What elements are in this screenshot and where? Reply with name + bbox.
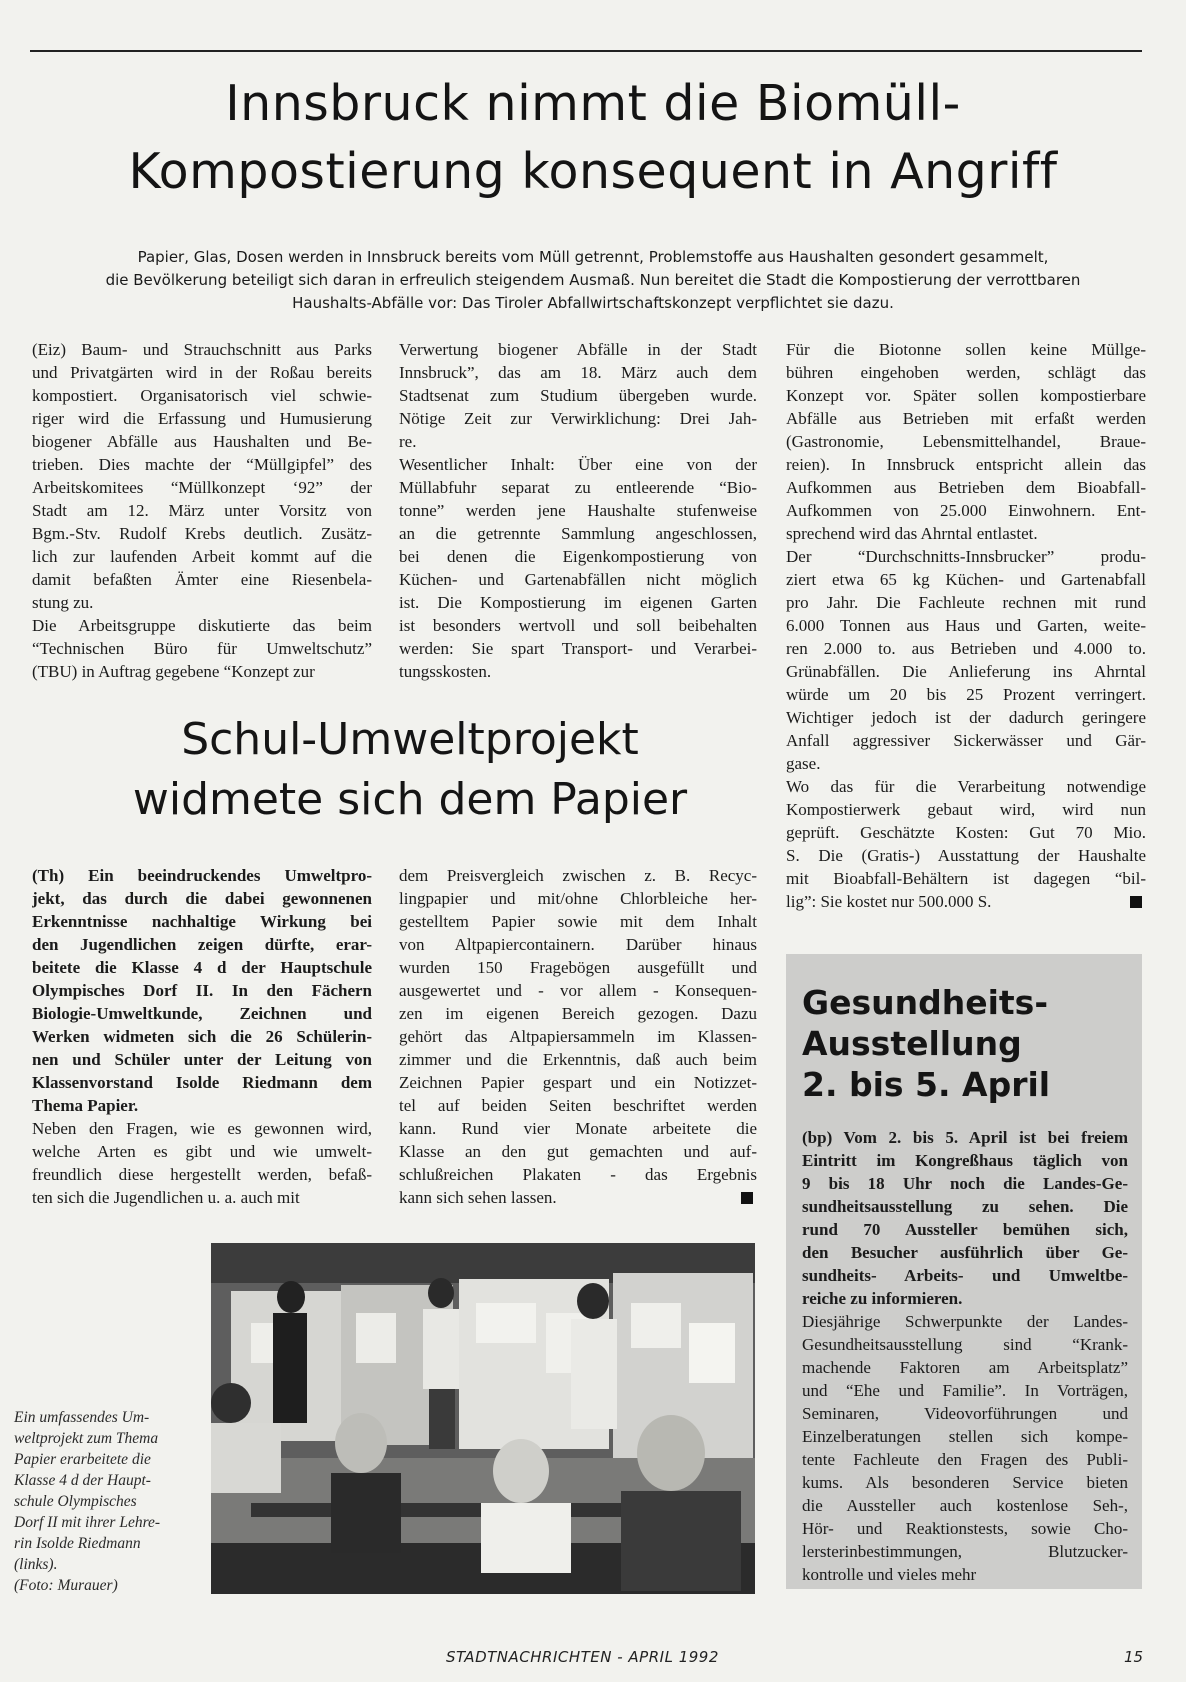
box-intro-bold [802, 1126, 1128, 1310]
lead-line: Haushalts-Abfälle vor: Das Tiroler Abfallwirtschaftskonzept verpflichtet sie dazu. [292, 294, 894, 312]
text-line: tungsskosten. [399, 662, 492, 681]
end-mark-square [741, 1192, 753, 1204]
headline-line: Innsbruck nimmt die Biomüll- [225, 75, 961, 132]
text-line: Die Arbeitsgruppe diskutierte das beim [32, 616, 372, 635]
text-line: reiche zu informieren. [802, 1289, 963, 1308]
subhead-line: Schul-Umweltprojekt [181, 714, 639, 765]
article2-intro-bold [32, 864, 372, 1117]
text-line: damit befaßten Ämter eine Riesenbela- [32, 570, 372, 589]
lead-paragraph [40, 246, 1146, 315]
text-line: (Gastronomie, Lebensmittelhandel, Braue- [786, 432, 1146, 451]
text-line: (Th) Ein beeindruckendes Umweltpro- [32, 866, 372, 885]
text-line: lersterinbestimmungen, Blutzucker- [802, 1542, 1128, 1561]
text-line: und “Ehe und Familie”. In Vorträgen, [802, 1381, 1128, 1400]
text-line: bühren eingehoben werden, schlägt das [786, 363, 1146, 382]
text-line: geprüft. Geschätzte Kosten: Gut 70 Mio. [786, 823, 1146, 842]
text-line: den Besucher ausführlich über Ge- [802, 1243, 1128, 1262]
text-line: den Jugendlichen zeigen dürfte, erar- [32, 935, 372, 954]
caption-line: schule Olympisches [14, 1493, 137, 1510]
lead-line: die Bevölkerung beteiligt sich daran in erfreulich steigendem Ausmaß. Nun bereitet die Stadt die Kompostierung der verrottbaren [105, 271, 1081, 289]
caption-line: (links). [14, 1556, 58, 1573]
text-line: Hör- und Reaktionstests, sowie Cho- [802, 1519, 1128, 1538]
text-line: ist besonders wertvoll und soll beibehalten [399, 616, 757, 635]
text-line: ten sich die Jugendlichen u. a. auch mit [32, 1188, 300, 1207]
text-line: freundlich diese hergestellt werden, befaß- [32, 1165, 372, 1184]
text-line: gase. [786, 754, 821, 773]
caption-line: Dorf II mit ihrer Lehre- [14, 1514, 161, 1531]
text-line: Verwertung biogener Abfälle in der Stadt [399, 340, 757, 359]
text-line: zimmer und die Erkenntnis, daß auch beim [399, 1050, 757, 1069]
box-body [802, 1126, 1128, 1586]
text-line: Für die Biotonne sollen keine Müllge- [786, 340, 1146, 359]
text-line: werden: Sie spart Transport- und Verarbei- [399, 639, 757, 658]
text-line: tente Fachleute den Fragen des Publi- [802, 1450, 1128, 1469]
text-line: Gesundheitsausstellung sind “Krank- [802, 1335, 1128, 1354]
text-line: Wo das für die Verarbeitung notwendige [786, 777, 1146, 796]
text-line: jekt, das durch die dabei gewonnenen [32, 889, 372, 908]
caption-line: Klasse 4 d der Haupt- [14, 1472, 151, 1489]
text-line: sundheitsausstellung zu sehen. Die [802, 1197, 1128, 1216]
text-line: beitete die Klasse 4 d der Hauptschule [32, 958, 372, 977]
caption-line: (Foto: Murauer) [14, 1577, 118, 1594]
text-line: welche Arten es gibt und wie umwelt- [32, 1142, 372, 1161]
text-line: Seminaren, Videovorführungen und [802, 1404, 1128, 1423]
text-line: gehört das Altpapiersammeln im Klassen- [399, 1027, 757, 1046]
lead-line: Papier, Glas, Dosen werden in Innsbruck bereits vom Müll getrennt, Problemstoffe aus Haushalten gesondert gesammelt, [137, 248, 1049, 266]
box-title-line: 2. bis 5. April [802, 1065, 1051, 1104]
text-line: ausgewertet und - vor allem - Konsequen- [399, 981, 757, 1000]
text-line: lich zur laufenden Arbeit kommt auf die [32, 547, 372, 566]
text-line: kums. Als besonderen Service bieten [802, 1473, 1128, 1492]
article2-column-2 [399, 864, 757, 1209]
text-line: bei denen die Eigenkompostierung von [399, 547, 757, 566]
text-line: sprechend wird das Ahrntal entlastet. [786, 524, 1038, 543]
text-line: Nötige Zeit zur Verwirklichung: Drei Jah- [399, 409, 757, 428]
text-line [399, 1186, 757, 1209]
text-line: 9 bis 18 Uhr noch die Landes-Ge- [802, 1174, 1128, 1193]
text-line: kompostiert. Organisatorisch viel schwie- [32, 386, 372, 405]
text-line: Erkenntnisse nachhaltige Wirkung bei [32, 912, 372, 931]
text-line: Aufkommen von 25.000 Einwohnern. Ent- [786, 501, 1146, 520]
text-line: Innsbruck”, das am 18. März auch dem [399, 363, 757, 382]
text-line: ren 2.000 to. aus Betrieben und 4.000 to. [786, 639, 1146, 658]
text-line [786, 890, 1146, 913]
text-line: Kompostierwerk gebaut wird, wird nun [786, 800, 1146, 819]
health-exhibition-box [786, 954, 1142, 1589]
box-title-line: Gesundheits- [802, 983, 1049, 1022]
text-line: die Aussteller auch kostenlose Seh-, [802, 1496, 1128, 1515]
text-line-content: lig”: Sie kostet nur 500.000 S. [786, 892, 992, 911]
text-line: 6.000 Tonnen aus Haus und Garten, weite- [786, 616, 1146, 635]
text-line: tel auf beiden Seiten beschriftet werden [399, 1096, 757, 1115]
article2-body [32, 1117, 372, 1209]
caption-line: Papier erarbeitete die [14, 1451, 151, 1468]
main-headline [30, 70, 1156, 206]
text-line: machende Faktoren am Arbeitsplatz” [802, 1358, 1128, 1377]
article2-headline [70, 710, 750, 830]
text-line: ist. Die Kompostierung im eigenen Garten [399, 593, 757, 612]
text-line: mit Bioabfall-Behältern ist dagegen “bil- [786, 869, 1146, 888]
text-line: schlußreichen Plakaten - das Ergebnis [399, 1165, 757, 1184]
text-line: Anfall aggressiver Sickerwässer und Gär- [786, 731, 1146, 750]
text-line: Abfälle aus Betrieben mit erfaßt werden [786, 409, 1146, 428]
text-line: Stadt am 12. März unter Vorsitz von [32, 501, 372, 520]
text-line: Einzelberatungen stellen sich kompe- [802, 1427, 1128, 1446]
text-line: rund 70 Aussteller bemühen sich, [802, 1220, 1128, 1239]
text-line: wurden 150 Fragebögen ausgefüllt und [399, 958, 757, 977]
text-line: Bgm.-Stv. Rudolf Krebs deutlich. Zusätz- [32, 524, 372, 543]
text-line: kann. Rund vier Monate arbeitete die [399, 1119, 757, 1138]
text-line: Neben den Fragen, wie es gewonnen wird, [32, 1119, 372, 1138]
page-number: 15 [1124, 1648, 1144, 1666]
text-line: Grünabfällen. Die Anlieferung ins Ahrntal [786, 662, 1146, 681]
text-line: und Privatgärten wird in der Roßau bereits [32, 363, 372, 382]
text-line: Wichtiger jedoch ist der dadurch geringere [786, 708, 1146, 727]
text-line: Müllabfuhr separat zu entleerende “Bio- [399, 478, 757, 497]
text-line: Wesentlicher Inhalt: Über eine von der [399, 455, 757, 474]
text-line: zen im eigenen Bereich gezogen. Dazu [399, 1004, 757, 1023]
text-line: Der “Durchschnitts-Innsbrucker” produ- [786, 547, 1146, 566]
top-rule [30, 50, 1142, 52]
text-line: (bp) Vom 2. bis 5. April ist bei freiem [802, 1128, 1128, 1147]
end-mark-square [1130, 896, 1142, 908]
text-line: Aufkommen aus Betrieben dem Bioabfall- [786, 478, 1146, 497]
text-line: an die getrennte Sammlung angeschlossen, [399, 524, 757, 543]
text-line: tonne” werden jene Haushalte stufenweise [399, 501, 757, 520]
text-line: ziert etwa 65 kg Küchen- und Gartenabfall [786, 570, 1146, 589]
text-line: kontrolle und vieles mehr [802, 1565, 977, 1584]
article1-column-1 [32, 338, 372, 683]
text-line: (Eiz) Baum- und Strauchschnitt aus Parks [32, 340, 372, 359]
class-photo [211, 1243, 755, 1594]
text-line: “Technischen Büro für Umweltschutz” [32, 639, 372, 658]
text-line-content: kann sich sehen lassen. [399, 1188, 557, 1207]
text-line: Diesjährige Schwerpunkte der Landes- [802, 1312, 1128, 1331]
publication-name: STADTNACHRICHTEN - APRIL 1992 [446, 1648, 719, 1666]
article2-column-1 [32, 864, 372, 1209]
article1-column-3 [786, 338, 1146, 913]
text-line: nen und Schüler unter der Leitung von [32, 1050, 372, 1069]
text-line: Eintritt im Kongreßhaus täglich von [802, 1151, 1128, 1170]
caption-line: weltprojekt zum Thema [14, 1430, 159, 1447]
text-line: Stadtsenat zum Studium übergeben wurde. [399, 386, 757, 405]
text-line: Konzept vor. Später sollen kompostierbare [786, 386, 1146, 405]
text-line: riger wird die Erfassung und Humusierung [32, 409, 372, 428]
caption-line: Ein umfassendes Um- [14, 1409, 150, 1426]
article1-column-2 [399, 338, 757, 683]
text-line: Werken widmeten sich die 26 Schülerin- [32, 1027, 372, 1046]
text-line: sundheits- Arbeits- und Umweltbe- [802, 1266, 1128, 1285]
text-line: lingpapier und mit/ohne Chlorbleiche her- [399, 889, 757, 908]
caption-line: rin Isolde Riedmann [14, 1535, 141, 1552]
box-title-line: Ausstellung [802, 1024, 1022, 1063]
box-text-body [802, 1310, 1128, 1586]
text-line: Biologie-Umweltkunde, Zeichnen und [32, 1004, 372, 1023]
text-line: dem Preisvergleich zwischen z. B. Recyc- [399, 866, 757, 885]
subhead-line: widmete sich dem Papier [132, 774, 688, 825]
text-line: Arbeitskomitees “Müllkonzept ‘92” der [32, 478, 372, 497]
text-line: reien). In Innsbruck entspricht allein das [786, 455, 1146, 474]
text-line: gestelltem Papier sowie mit dem Inhalt [399, 912, 757, 931]
headline-line: Kompostierung konsequent in Angriff [128, 143, 1058, 200]
text-line: Olympisches Dorf II. In den Fächern [32, 981, 372, 1000]
photo-caption [14, 1407, 192, 1596]
text-line: Thema Papier. [32, 1096, 139, 1115]
text-line: (TBU) in Auftrag gegebene “Konzept zur [32, 662, 315, 681]
box-title [802, 982, 1050, 1105]
text-line: würde um 20 bis 25 Prozent verringert. [786, 685, 1146, 704]
text-line: Klasse an den gut gemachten und auf- [399, 1142, 757, 1161]
text-line: stung zu. [32, 593, 94, 612]
text-line: Küchen- und Gartenabfällen nicht möglich [399, 570, 757, 589]
text-line: Zeichnen Papier gespart und ein Notizzet- [399, 1073, 757, 1092]
text-line: Klassenvorstand Isolde Riedmann dem [32, 1073, 372, 1092]
text-line: von Altpapiercontainern. Darüber hinaus [399, 935, 757, 954]
text-line: S. Die (Gratis-) Ausstattung der Haushalte [786, 846, 1146, 865]
text-line: trieben. Dies machte der “Müllgipfel” des [32, 455, 372, 474]
text-line: re. [399, 432, 417, 451]
text-line: pro Jahr. Die Fachleute rechnen mit rund [786, 593, 1146, 612]
text-line: biogener Abfälle aus Haushalten und Be- [32, 432, 372, 451]
